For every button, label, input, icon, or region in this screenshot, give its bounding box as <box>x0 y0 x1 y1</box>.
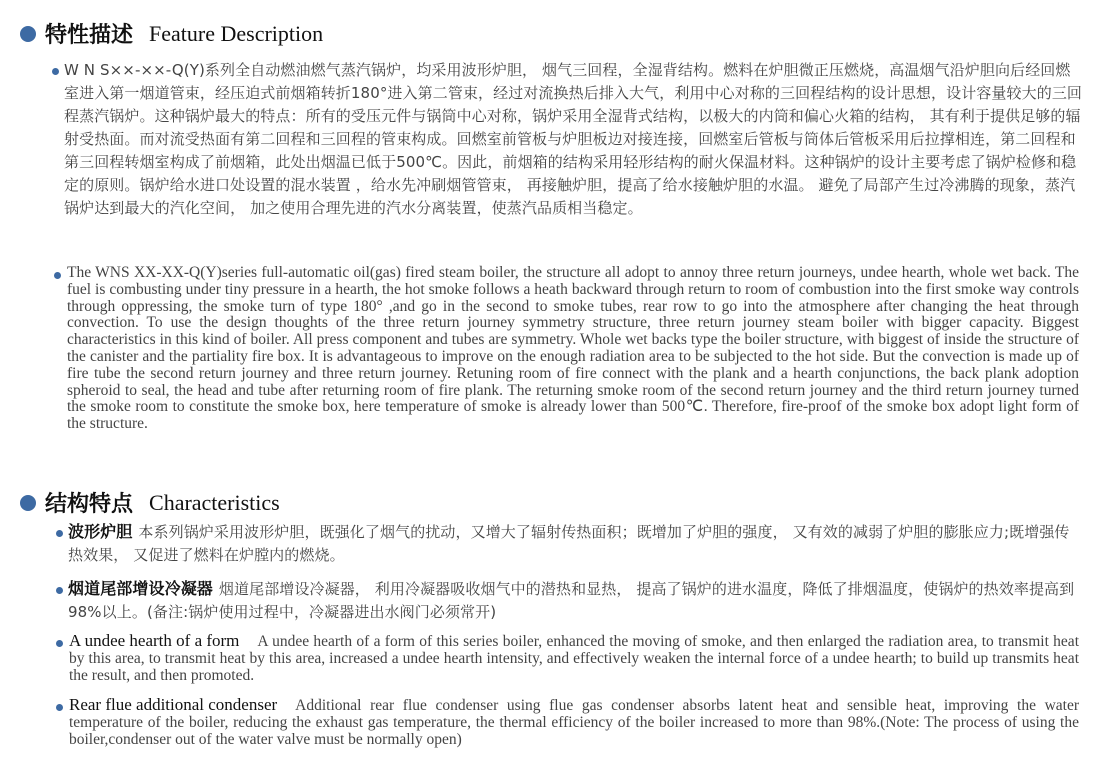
heading-bullet-icon <box>20 26 36 42</box>
characteristic-item <box>68 577 1084 624</box>
feature-title-zh: 特性描述 <box>45 23 134 48</box>
bullet-icon <box>54 272 61 279</box>
bullet-icon <box>56 640 63 647</box>
feature-paragraph-en: The WNS XX-XX-Q(Y)series full-automatic oil(gas) fired steam boiler, the structure all adopt to annoy three return journeys, undee hearth, whole wet back. The fuel is combusting under tiny pressure in a hearth, the hot smoke follows a heath backward through return to room of combustion into the first smoke way controls through oppressing, the smoke turn of type 180° ,and go in the second to smoke tubes, rear row to go into the atmosphere after changing the heat through convection. To use the design thoughts of the three return journey symmetry structure, three return journey steam boiler with bigger capacity. Biggest characteristics in this kind of boiler. All press component and tubes are symmetry. Whole wet backs type the boiler structure, with biggest of inside the structure of the canister and the partiality fire box. It is advantageous to improve on the enough radiation area to be subjected to the hot side. But the convection is made up of fire tube the second return journey and three return journey. Retuning room of fire connect with the plank and a hearth conjunctions, the back plank adoption spheroid to seal, the head and tube after returning room of fire plank. The returning smoke room of the second return journey and the third return journey turned the smoke room to constitute the smoke box, here temperature of smoke is already lower than 500℃. Therefore, fire-proof of the smoke box adopt light form of the structure. <box>67 264 1079 433</box>
characteristic-item <box>69 697 1079 748</box>
feature-heading <box>20 18 323 49</box>
characteristic-item <box>69 633 1079 684</box>
characteristics-heading <box>20 487 280 518</box>
bullet-icon <box>56 530 63 537</box>
feature-title-en: Feature Description <box>149 20 324 46</box>
characteristic-title: 波形炉胆 <box>68 522 133 541</box>
bullet-icon <box>56 587 63 594</box>
bullet-icon <box>52 68 59 75</box>
characteristics-title-en: Characteristics <box>149 489 280 515</box>
characteristics-title-zh: 结构特点 <box>45 492 134 517</box>
characteristic-title: 烟道尾部增设冷凝器 <box>68 579 213 598</box>
characteristic-text: 本系列锅炉采用波形炉胆，既强化了烟气的扰动，又增大了辐射传热面积；既增加了炉胆的强度， 又有效的减弱了炉胆的膨胀应力;既增强传热效果， 又促进了燃料在炉膛内的燃烧。 <box>68 523 1070 564</box>
characteristic-title: A undee hearth of a form <box>69 631 240 650</box>
characteristic-text: A undee hearth of a form of this series boiler, enhanced the moving of smoke, and then enlarged the radiation area, to transmit heat by this area, to transmit heat by this area, increased a undee hearth intensity, and effectively weaken the internal force of a undee hearth; to build up transmits heat the result, and then promoted. <box>69 633 1079 684</box>
characteristic-text: 烟道尾部增设冷凝器， 利用冷凝器吸收烟气中的潜热和显热， 提高了锅炉的进水温度，降低了排烟温度，使锅炉的热效率提高到98%以上。(备注:锅炉使用过程中，冷凝器进出水阀门必须常开) <box>68 580 1075 621</box>
characteristic-title: Rear flue additional condenser <box>69 695 278 714</box>
bullet-icon <box>56 704 63 711</box>
heading-bullet-icon <box>20 495 36 511</box>
feature-paragraph-zh: W N S××-××-Q(Y)系列全自动燃油燃气蒸汽锅炉，均采用波形炉胆， 烟气三回程，全湿背结构。燃料在炉胆微正压燃烧，高温烟气沿炉胆向后经回燃室进入第一烟道管束，经压迫式前烟箱转折180°进入第二管束，经过对流换热后排入大气，利用中心对称的三回程结构的设计思想，设计容量较大的三回程蒸汽锅炉。这种锅炉最大的特点：所有的受压元件与锅筒中心对称，锅炉采用全湿背式结构，以极大的内筒和偏心火箱的结构， 其有利于提供足够的辐射受热面。而对流受热面有第二回程和三回程的管束构成。回燃室前管板与炉胆板边对接连接，回燃室后管板与筒体后管板采用后拉撑相连，第二回程和第三回程转烟室构成了前烟箱，此处出烟温已低于500℃。因此，前烟箱的结构采用轻形结构的耐火保温材料。这种锅炉的设计主要考虑了锅炉检修和稳定的原则。锅炉给水进口处设置的混水装置 ，给水先冲刷烟管管束， 再接触炉胆，提高了给水接触炉胆的水温。 避免了局部产生过冷沸腾的现象，蒸汽锅炉达到最大的汽化空间， 加之使用合理先进的汽水分离装置，使蒸汽品质相当稳定。 <box>64 61 1083 217</box>
characteristic-text: Additional rear flue condenser using flue gas condenser absorbs latent heat and sensible heat, improving the water temperature of the boiler, reducing the exhaust gas temperature, the thermal efficiency of the boiler increased to more than 98%.(Note: The process of using the boiler,condenser out of the water valve must be normally open) <box>69 697 1079 748</box>
characteristic-item <box>68 520 1084 567</box>
